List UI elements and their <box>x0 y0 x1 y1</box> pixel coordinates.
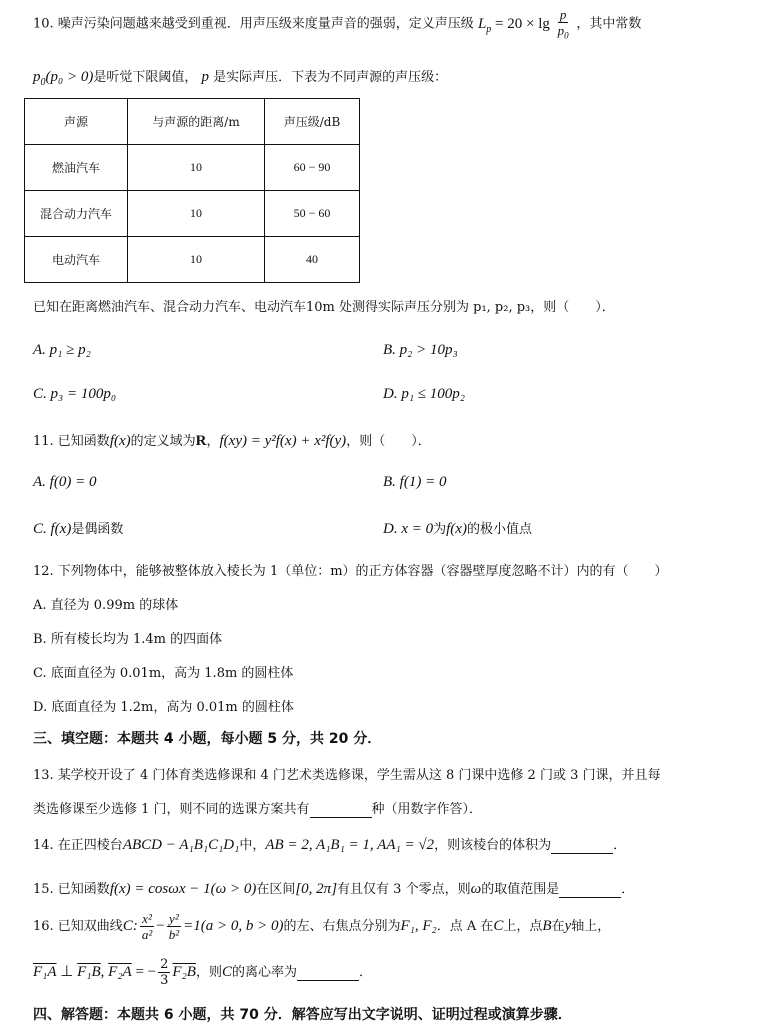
sound-level-table <box>24 98 360 283</box>
table-header-row <box>25 99 360 145</box>
table-cell: 混合动力汽车 <box>25 191 128 237</box>
q11-option-a: A. f(0) = 0 <box>33 474 97 490</box>
table-row <box>25 191 360 237</box>
q16-stem-line1: 16. 已知双曲线C: $\frac{\text{x²}}{\text{a²}}$ − $\frac{\text{y²}}{\text{b²}}$ =1(a > 0, b > 0)的左、右焦点分别为F₁, F₂．点 A 在C上，点B在y轴上， <box>33 911 611 942</box>
q10-p0: $p_0$ <box>33 69 46 88</box>
q10-option-d: D. p₁ ≤ 100p₂ <box>383 386 465 402</box>
q11-stem: 11. 已知函数f(x)的定义域为R，f(xy) = y²f(x) + x²f(y)，则（ ）． <box>33 433 431 449</box>
table-cell: 40 <box>265 237 360 283</box>
q11-option-d: D. x = 0为f(x)的极小值点 <box>383 521 532 537</box>
q14-stem: 14. 在正四棱台ABCD − A₁B₁C₁D₁中，AB = 2, A₁B₁ = 1, AA₁ = √2，则该棱台的体积为 ． <box>33 837 627 853</box>
q12-option-d: D. 底面直径为 1.2m，高为 0.01m 的圆柱体 <box>33 700 294 715</box>
q12-option-c: C. 底面直径为 0.01m，高为 1.8m 的圆柱体 <box>33 666 294 681</box>
table-cell: 10 <box>128 237 265 283</box>
q15-stem: 15. 已知函数f(x) = cosωx − 1(ω > 0)在区间[0, 2π]有且仅有 3 个零点，则ω的取值范围是 ． <box>33 881 635 897</box>
q10-known: 已知在距离燃油汽车、混合动力汽车、电动汽车10m 处测得实际声压分别为 p₁, p₂, p₃，则（ ）． <box>33 300 615 315</box>
table-cell: 10 <box>128 145 265 191</box>
q13-line2: 类选修课至少选修 1 门，则不同的选课方案共有 种（用数字作答）． <box>33 802 483 817</box>
q10-intro: 10. 噪声污染问题越来越受到重视．用声压级来度量声音的强弱，定义声压级 <box>33 16 474 32</box>
q10-option-a: A. p₁ ≥ p₂ <box>33 342 91 358</box>
q11-option-c: C. f(x)是偶函数 <box>33 521 124 537</box>
table-cell: 50 − 60 <box>265 191 360 237</box>
answer-blank[interactable] <box>551 838 613 854</box>
q10-intro-end: ，其中常数 <box>576 16 642 32</box>
q11-option-b: B. f(1) = 0 <box>383 474 447 490</box>
q12-option-b: B. 所有棱长均为 1.4m 的四面体 <box>33 632 223 647</box>
table-header-cell: 声源 <box>25 99 128 145</box>
table-row <box>25 145 360 191</box>
answer-blank[interactable] <box>559 882 621 898</box>
table-header-cell: 与声源的距离/m <box>128 99 265 145</box>
table-cell: 60 − 90 <box>265 145 360 191</box>
q12-stem: 12. 下列物体中，能够被整体放入棱长为 1（单位：m）的正方体容器（容器壁厚度忽略不计）内的有（ ） <box>33 564 668 579</box>
answer-blank[interactable] <box>297 965 359 981</box>
q13-line1: 13. 某学校开设了 4 门体育类选修课和 4 门艺术类选修课，学生需从这 8 门课中选修 2 门或 3 门课，并且每 <box>33 768 661 783</box>
table-cell: 电动汽车 <box>25 237 128 283</box>
q10-stem-line1 <box>33 8 641 41</box>
q16-stem-line2: F₁A ⊥ F₁B, F₂A = − $\frac{2}{3}$ F₂B，则C的离心率为 ． <box>33 957 373 988</box>
table-row <box>25 237 360 283</box>
q10-option-c: C. p₃ = 100p₀ <box>33 386 117 402</box>
table-cell: 10 <box>128 191 265 237</box>
q12-option-a: A. 直径为 0.99m 的球体 <box>33 598 179 613</box>
q10-p0-condition: (p₀ > 0) <box>45 69 94 85</box>
answer-blank[interactable] <box>310 802 372 818</box>
q10-option-b: B. p₂ > 10p₃ <box>383 342 458 358</box>
section-four-heading: 四、解答题：本题共 6 小题，共 70 分．解答应写出文字说明、证明过程或演算步骤． <box>33 1007 572 1023</box>
table-header-cell: 声压级/dB <box>265 99 360 145</box>
section-three-heading: 三、填空题：本题共 4 小题，每小题 5 分，共 20 分． <box>33 731 382 747</box>
table-cell: 燃油汽车 <box>25 145 128 191</box>
q10-stem-line2: $p_0(p_0 > 0)$是听觉下限阈值， p 是实际声压．下表为不同声源的声压级： <box>33 69 448 88</box>
q10-formula: $L_p = 20 \times \lg$ $\frac{p}{p_0}$ <box>477 7 569 41</box>
